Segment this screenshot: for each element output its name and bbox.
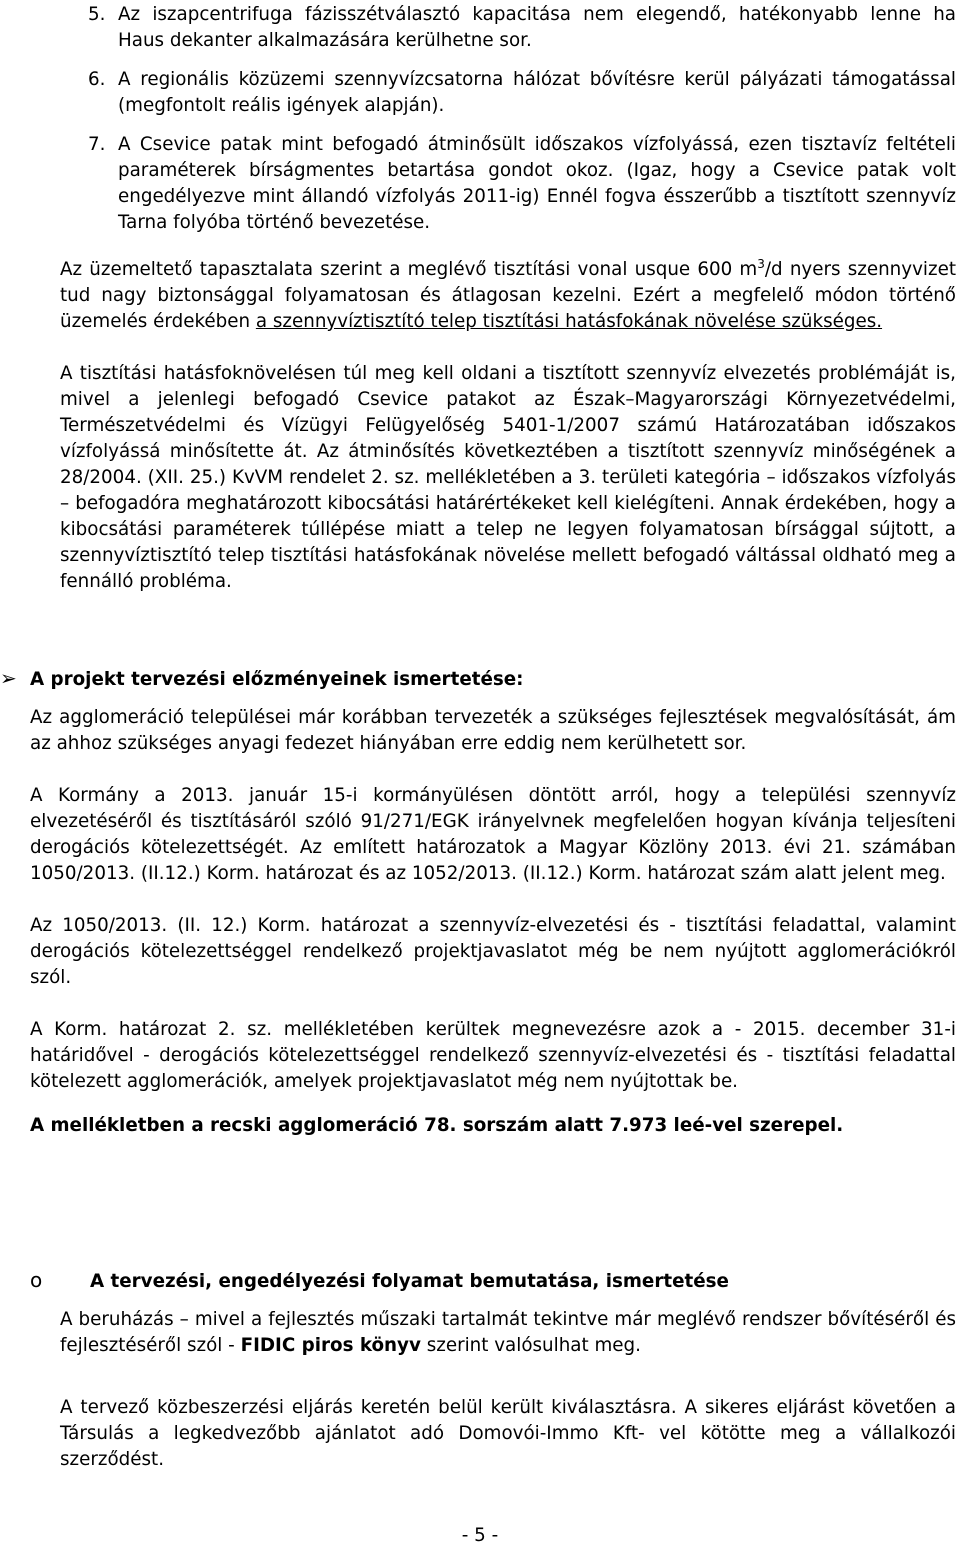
circle-bullet-icon: o bbox=[30, 1268, 43, 1292]
efficiency-paragraph bbox=[60, 361, 956, 595]
section1-paragraph-2: A Kormány a 2013. január 15-i kormányülésen döntött arról, hogy a települési szennyvíz elvezetéséről és tisztításáról szóló 91/271/EGK irányelvnek megfelelően hogyan kívánja teljesíteni derogációs kötelezettségét. Az említett határozatok a Magyar Közlöny 2013. évi 21. számában 1050/2013. (II.12.) Korm. határozat és az 1052/2013. (II.12.) Korm. határozat szám alatt jelent meg. bbox=[30, 785, 956, 884]
list-number: 5. bbox=[88, 4, 106, 25]
capacity-text-2: /d nyers szennyvizet tud nagy biztonsággal folyamatosan és átlagosan kezelni. Ezért a megfelelő módon történő üzemelés érdekében bbox=[60, 259, 956, 332]
section2-text-2: szerint valósulhat meg. bbox=[420, 1335, 641, 1356]
section1-body bbox=[30, 705, 956, 1139]
section1-paragraph-5: A mellékletben a recski agglomeráció 78. sorszám alatt 7.973 leé-vel szerepel. bbox=[30, 1115, 844, 1136]
section1-paragraph-3: Az 1050/2013. (II. 12.) Korm. határozat a szennyvíz-elvezetési és - tisztítási feladattal, valamint derogációs kötelezettséggel rendelkező projektjavaslatot még be nem nyújtott agglomerációkról szól. bbox=[30, 915, 956, 988]
section-heading-planning-process bbox=[0, 1267, 956, 1295]
section2-body bbox=[60, 1307, 956, 1473]
list-item bbox=[88, 132, 956, 236]
list-item bbox=[88, 2, 956, 54]
section1-paragraph-4: A Korm. határozat 2. sz. mellékletében kerültek megnevezésre azok a - 2015. december 31-i határidővel - derogációs kötelezettséggel rendelkező szennyvíz-elvezetési és - tisztítási feladattal kötelezett agglomerációk, amelyek projektjavaslatot még nem nyújtottak be. bbox=[30, 1019, 956, 1092]
numbered-list bbox=[88, 2, 956, 236]
section2-bold: FIDIC piros könyv bbox=[240, 1335, 421, 1356]
section-heading-project-history bbox=[0, 665, 956, 693]
list-number: 7. bbox=[88, 134, 106, 155]
arrow-bullet-icon: ➢ bbox=[0, 666, 17, 690]
list-text: Az iszapcentrifuga fázisszétválasztó kapacitása nem elegendő, hatékonyabb lenne ha Haus dekanter alkalmazására kerülhetne sor. bbox=[118, 4, 956, 51]
list-number: 6. bbox=[88, 69, 106, 90]
page-number: - 5 - bbox=[461, 1525, 499, 1546]
capacity-paragraph bbox=[60, 257, 956, 335]
list-item bbox=[88, 67, 956, 119]
efficiency-text: A tisztítási hatásfoknövelésen túl meg kell oldani a tisztított szennyvíz elvezetés problémáját is, mivel a jelenlegi befogadó Csevice patakot az Észak–Magyarországi Környezetvédelmi, Természetvédelmi és Vízügyi Felügyelőség 5401-1/2007 számú Határozatában időszakos vízfolyássá minősítette át. Az átminősítés következtében a tisztított szennyvíz minőségének a 28/2004. (XII. 25.) KvVM rendelet 2. sz. mellékletében a 3. területi kategória – időszakos vízfolyás – befogadóra meghatározott kibocsátási határértékeket kell kielégíteni. Annak érdekében, hogy a kibocsátási paraméterek túllépése miatt a telep ne legyen folyamatosan bírsággal sújtott, a szennyvíztisztító telep tisztítási hatásfokának növelése mellett befogadó váltással oldható meg a fennálló probléma. bbox=[60, 363, 956, 592]
section1-paragraph-1: Az agglomeráció települései már korábban tervezeték a szükséges fejlesztések megvalósítását, ám az ahhoz szükséges anyagi fedezet hiányában erre eddig nem kerülhetett sor. bbox=[30, 707, 956, 754]
list-text: A regionális közüzemi szennyvízcsatorna hálózat bővítésre kerül pályázati támogatással (megfontolt reális igények alapján). bbox=[118, 69, 956, 116]
capacity-text-1: Az üzemeltető tapasztalata szerint a meglévő tisztítási vonal usque 600 m bbox=[60, 259, 758, 280]
superscript: 3 bbox=[757, 256, 765, 271]
section2-paragraph-2: A tervező közbeszerzési eljárás keretén belül került kiválasztásra. A sikeres eljárást követően a Társulás a legkedvezőbb ajánlatot adó Domovói-Immo Kft- vel kötötte meg a vállalkozói szerződést. bbox=[60, 1397, 956, 1470]
section-title: A tervezési, engedélyezési folyamat bemutatása, ismertetése bbox=[90, 1271, 729, 1292]
section2-text-1: A beruházás – mivel a fejlesztés műszaki tartalmát tekintve már meglévő rendszer bővítéséről és fejlesztéséről szól - bbox=[60, 1309, 956, 1356]
section-title: A projekt tervezési előzményeinek ismertetése: bbox=[30, 669, 524, 690]
capacity-underlined: a szennyvíztisztító telep tisztítási hatásfokának növelése szükséges. bbox=[255, 311, 883, 332]
list-text: A Csevice patak mint befogadó átminősült időszakos vízfolyássá, ezen tisztavíz feltételi paraméterek bírságmentes betartása gondot okoz. (Igaz, hogy a Csevice patak volt engedélyezve mint állandó vízfolyás 2011-ig) Ennél fogva ésszerűbb a tisztított szennyvíz Tarna folyóba történő bevezetése. bbox=[118, 134, 956, 233]
